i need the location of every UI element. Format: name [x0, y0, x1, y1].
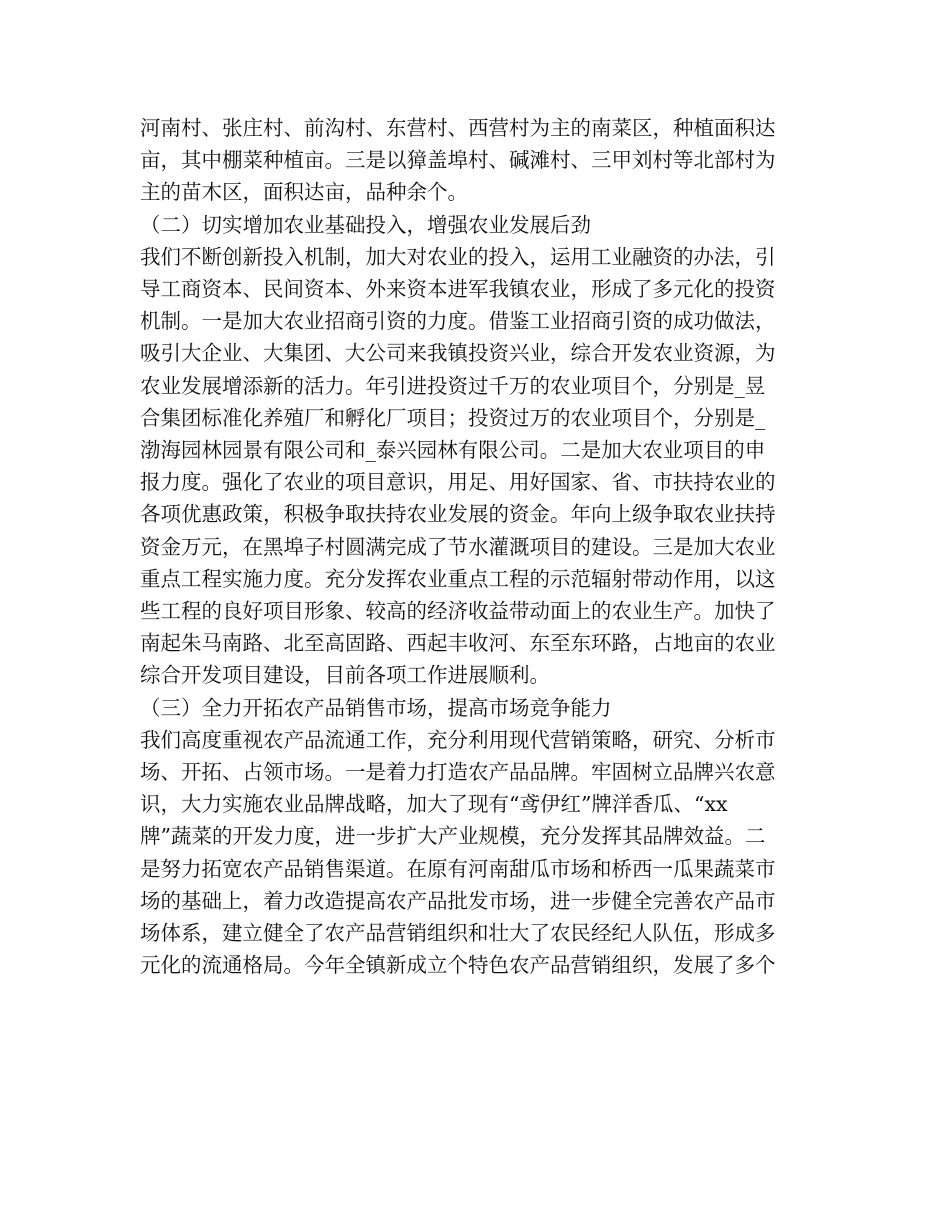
text-line: 主的苗木区，面积达亩，品种余个。	[140, 180, 468, 205]
text-line: 场体系，建立健全了农产品营销组织和壮大了农民经纪人队伍，形成多	[140, 921, 776, 946]
text-line: 元化的流通格局。今年全镇新成立个特色农产品营销组织，发展了多个	[140, 953, 776, 978]
text-line: 渤海园林园景有限公司和_泰兴园林有限公司。二是加大农业项目的申	[140, 438, 766, 463]
text-line: 识，大力实施农业品牌战略，加大了现有“鸢伊红”牌洋香瓜、“xx	[140, 792, 728, 817]
text-line: 南起朱马南路、北至高固路、西起丰收河、东至东环路，占地亩的农业	[140, 631, 776, 656]
text-line: 些工程的良好项目形象、较高的经济收益带动面上的农业生产。加快了	[140, 599, 776, 624]
section-heading: （三）全力开拓农产品销售市场，提高市场竞争能力	[140, 695, 612, 720]
text-line: 牌”蔬菜的开发力度，进一步扩大产业规模，充分发挥其品牌效益。二	[140, 824, 766, 849]
text-line: 综合开发项目建设，目前各项工作进展顺利。	[140, 663, 550, 688]
text-line: 报力度。强化了农业的项目意识，用足、用好国家、省、市扶持农业的	[140, 470, 776, 495]
text-line: 合集团标准化养殖厂和孵化厂项目；投资过万的农业项目个，分别是_	[140, 405, 766, 430]
text-line: 场的基础上，着力改造提高农产品批发市场，进一步健全完善农产品市	[140, 888, 776, 913]
text-line: 导工商资本、民间资本、外来资本进军我镇农业，形成了多元化的投资	[140, 277, 776, 302]
text-line: 重点工程实施力度。充分发挥农业重点工程的示范辐射带动作用，以这	[140, 566, 776, 591]
section-heading: （二）切实增加农业基础投入，增强农业发展后劲	[140, 212, 591, 237]
text-line: 亩，其中棚菜种植亩。三是以獐盖埠村、碱滩村、三甲刘村等北部村为	[140, 148, 776, 173]
text-line: 场、开拓、占领市场。一是着力打造农产品品牌。牢固树立品牌兴农意	[140, 760, 776, 785]
text-line: 是努力拓宽农产品销售渠道。在原有河南甜瓜市场和桥西一瓜果蔬菜市	[140, 856, 776, 881]
text-line: 机制。一是加大农业招商引资的力度。借鉴工业招商引资的成功做法，	[140, 309, 776, 334]
document-body	[140, 112, 816, 981]
text-line: 资金万元，在黑埠子村圆满完成了节水灌溉项目的建设。三是加大农业	[140, 534, 776, 559]
text-line: 农业发展增添新的活力。年引进投资过千万的农业项目个，分别是_昱	[140, 373, 766, 398]
text-line: 我们不断创新投入机制，加大对农业的投入，运用工业融资的办法，引	[140, 244, 776, 269]
text-line: 各项优惠政策，积极争取扶持农业发展的资金。年向上级争取农业扶持	[140, 502, 776, 527]
text-line: 河南村、张庄村、前沟村、东营村、西营村为主的南菜区，种植面积达	[140, 116, 776, 140]
text-line: 我们高度重视农产品流通工作，充分利用现代营销策略，研究、分析市	[140, 727, 776, 752]
text-line: 吸引大企业、大集团、大公司来我镇投资兴业，综合开发农业资源，为	[140, 341, 776, 366]
